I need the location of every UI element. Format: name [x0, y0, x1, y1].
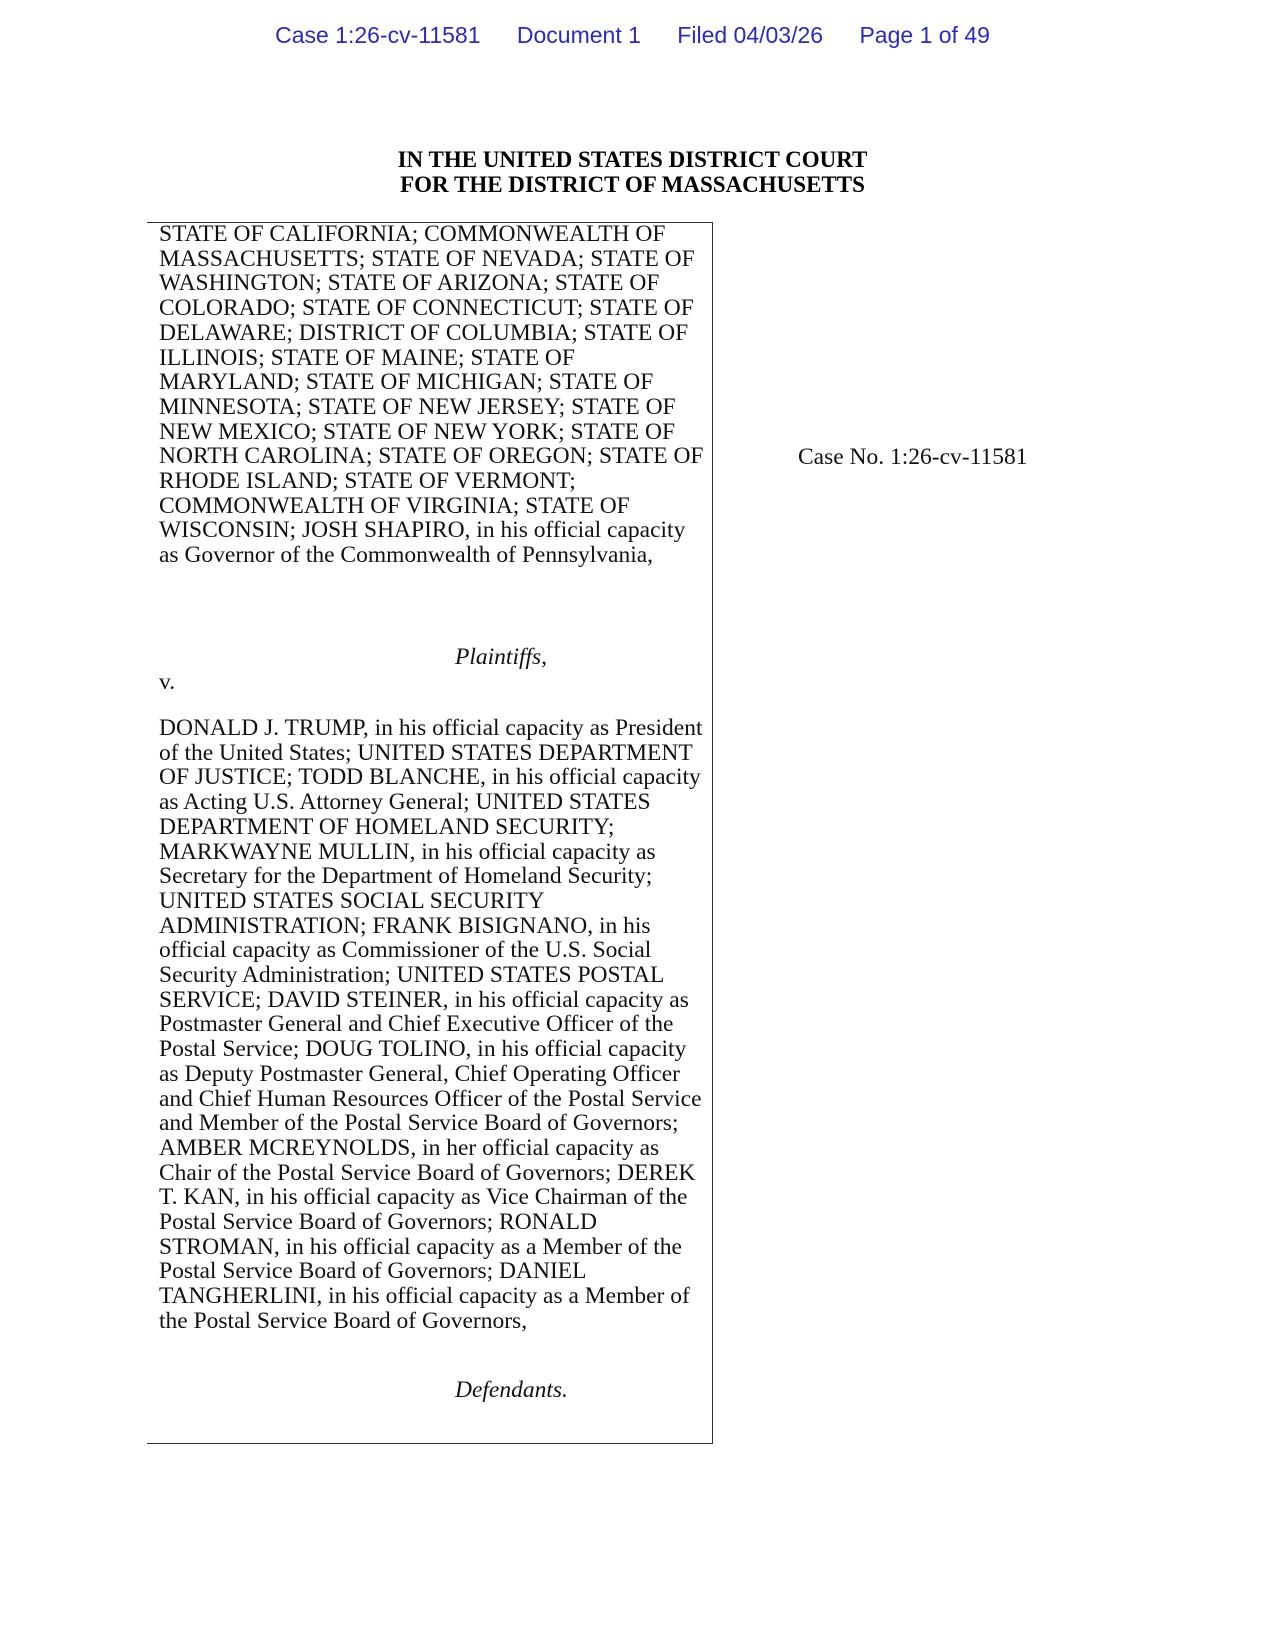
- stamp-case: Case 1:26-cv-11581: [275, 22, 481, 48]
- stamp-document: Document 1: [516, 22, 641, 48]
- court-heading-line-1: IN THE UNITED STATES DISTRICT COURT: [397, 147, 868, 172]
- court-heading: [0, 147, 1265, 197]
- defendants-list: DONALD J. TRUMP, in his official capacity as President of the United States; UNITED STATES DEPARTMENT OF JUSTICE; TODD BLANCHE, in his official capacity as Acting U.S. Attorney General; UNITED STATES DEPARTMENT OF HOMELAND SECURITY; MARKWAYNE MULLIN, in his official capacity as Secretary for the Department of Homeland Security; UNITED STATES SOCIAL SECURITY ADMINISTRATION; FRANK BISIGNANO, in his official capacity as Commissioner of the U.S. Social Security Administration; UNITED STATES POSTAL SERVICE; DAVID STEINER, in his official capacity as Postmaster General and Chief Executive Officer of the Postal Service; DOUG TOLINO, in his official capacity as Deputy Postmaster General, Chief Operating Officer and Chief Human Resources Officer of the Postal Service and Member of the Postal Service Board of Governors; AMBER MCREYNOLDS, in her official capacity as Chair of the Postal Service Board of Governors; DEREK T. KAN, in his official capacity as Vice Chairman of the Postal Service Board of Governors; RONALD STROMAN, in his official capacity as a Member of the Postal Service Board of Governors; DANIEL TANGHERLINI, in his official capacity as a Member of the Postal Service Board of Governors,: [159, 715, 703, 1334]
- court-heading-line-2: FOR THE DISTRICT OF MASSACHUSETTS: [400, 172, 865, 197]
- versus-label: v.: [159, 669, 176, 695]
- stamp-filed-date: Filed 04/03/26: [677, 22, 824, 48]
- plaintiffs-list: STATE OF CALIFORNIA; COMMONWEALTH OF MASSACHUSETTS; STATE OF NEVADA; STATE OF WASHINGTON; STATE OF ARIZONA; STATE OF COLORADO; STATE OF CONNECTICUT; STATE OF DELAWARE; DISTRICT OF COLUMBIA; STATE OF ILLINOIS; STATE OF MAINE; STATE OF MARYLAND; STATE OF MICHIGAN; STATE OF MINNESOTA; STATE OF NEW JERSEY; STATE OF NEW MEXICO; STATE OF NEW YORK; STATE OF NORTH CAROLINA; STATE OF OREGON; STATE OF RHODE ISLAND; STATE OF VERMONT; COMMONWEALTH OF VIRGINIA; STATE OF WISCONSIN; JOSH SHAPIRO, in his official capacity as Governor of the Commonwealth of Pennsylvania,: [159, 221, 704, 569]
- plaintiffs-label: Plaintiffs,: [455, 644, 548, 670]
- stamp-page: Page 1 of 49: [859, 22, 990, 48]
- defendants-label: Defendants.: [455, 1377, 568, 1403]
- filing-stamp: [0, 22, 1265, 49]
- case-number: Case No. 1:26-cv-11581: [798, 444, 1028, 470]
- case-caption-box: [147, 222, 713, 1444]
